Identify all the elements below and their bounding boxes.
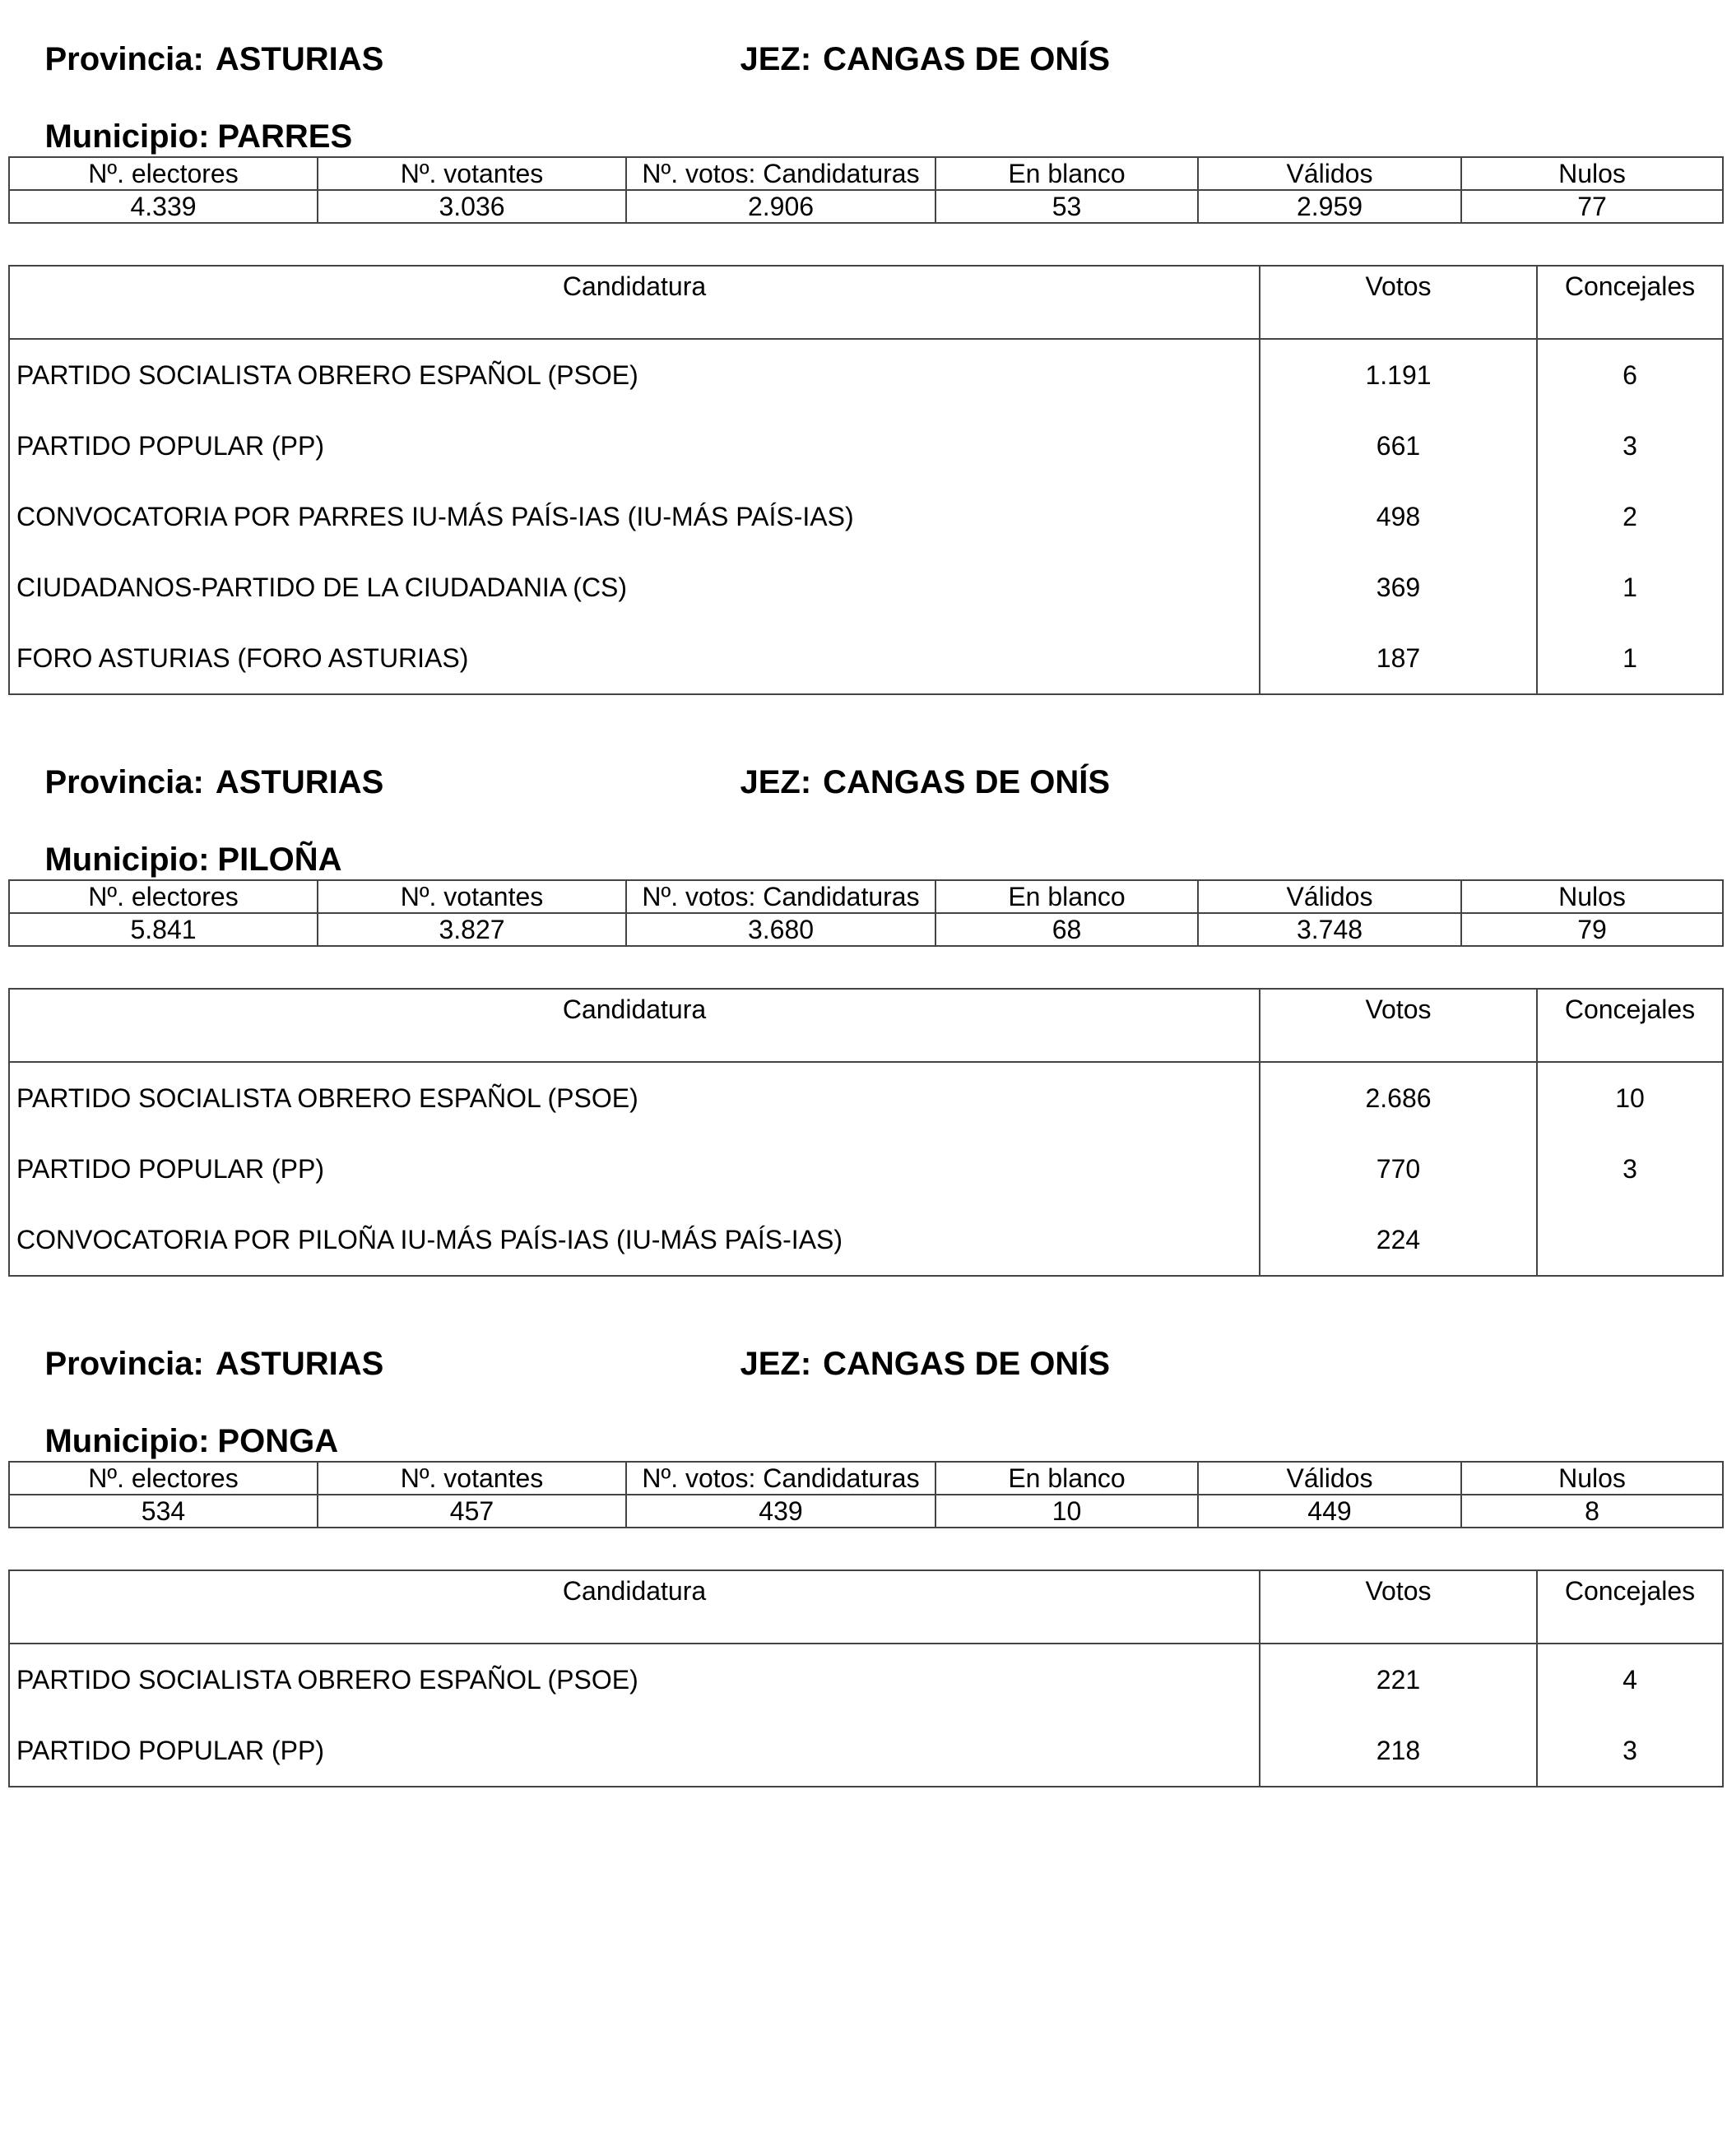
- cand-votos: 770: [1260, 1134, 1537, 1204]
- cand-concejales: 2: [1623, 501, 1637, 531]
- cand-votos: 2.686: [1260, 1062, 1537, 1134]
- cand-name: PARTIDO SOCIALISTA OBRERO ESPAÑOL (PSOE): [9, 339, 1260, 410]
- stats-value: 68: [935, 913, 1198, 946]
- stats-header-row: [9, 1462, 1723, 1495]
- cand-votos: 661: [1260, 410, 1537, 481]
- stats-value: 534: [9, 1495, 318, 1528]
- stats-header: Nº. votantes: [318, 880, 626, 913]
- stats-value: 5.841: [9, 913, 318, 946]
- stats-header: Nº. votos: Candidaturas: [626, 157, 935, 190]
- table-row: [9, 1134, 1723, 1204]
- stats-table: [8, 1461, 1724, 1528]
- stats-value: 2.959: [1198, 190, 1461, 223]
- table-row: [9, 1062, 1723, 1134]
- cand-header: Candidatura: [9, 266, 1260, 339]
- cand-header: Votos: [1260, 1570, 1537, 1644]
- cand-concejales: 3: [1623, 430, 1637, 461]
- cand-header: Candidatura: [9, 989, 1260, 1062]
- cand-votos: 221: [1260, 1644, 1537, 1715]
- cand-name: PARTIDO POPULAR (PP): [9, 1715, 1260, 1787]
- table-row: [9, 1715, 1723, 1787]
- municipio-value: PONGA: [217, 1423, 339, 1459]
- provincia-label: Provincia:: [44, 41, 204, 77]
- cand-header: Votos: [1260, 266, 1537, 339]
- cand-concejales: 1: [1623, 642, 1637, 673]
- cand-header: Concejales: [1537, 1570, 1723, 1644]
- stats-value: 457: [318, 1495, 626, 1528]
- stats-table: [8, 156, 1724, 224]
- stats-header: Válidos: [1198, 157, 1461, 190]
- table-row: [9, 552, 1723, 623]
- stats-value: 3.680: [626, 913, 935, 946]
- cand-header-row: [9, 989, 1723, 1062]
- table-row: [9, 1644, 1723, 1715]
- cand-name: PARTIDO SOCIALISTA OBRERO ESPAÑOL (PSOE): [9, 1644, 1260, 1715]
- cand-concejales: 6: [1623, 359, 1637, 390]
- cand-name: FORO ASTURIAS (FORO ASTURIAS): [9, 623, 1260, 694]
- cand-name: CONVOCATORIA POR PARRES IU-MÁS PAÍS-IAS (IU-MÁS PAÍS-IAS): [9, 481, 1260, 552]
- cand-name: PARTIDO POPULAR (PP): [9, 410, 1260, 481]
- stats-header-row: [9, 880, 1723, 913]
- candidaturas-table: [8, 1569, 1724, 1787]
- jez-value: CANGAS DE ONÍS: [823, 41, 1111, 77]
- cand-name: PARTIDO SOCIALISTA OBRERO ESPAÑOL (PSOE): [9, 1062, 1260, 1134]
- stats-value: 79: [1461, 913, 1723, 946]
- cand-header-row: [9, 1570, 1723, 1644]
- cand-header: Votos: [1260, 989, 1537, 1062]
- table-row: [9, 481, 1723, 552]
- stats-header: Nº. votos: Candidaturas: [626, 1462, 935, 1495]
- jez-label: JEZ:: [740, 1346, 812, 1382]
- jez-heading: [703, 1314, 1110, 1413]
- cand-votos: 187: [1260, 623, 1537, 694]
- stats-value-row: [9, 913, 1723, 946]
- cand-votos: 224: [1260, 1204, 1537, 1276]
- table-row: [9, 623, 1723, 694]
- stats-header: Nulos: [1461, 880, 1723, 913]
- stats-value: 2.906: [626, 190, 935, 223]
- stats-header: Válidos: [1198, 1462, 1461, 1495]
- stats-value: 449: [1198, 1495, 1461, 1528]
- cand-concejales: 10: [1615, 1083, 1645, 1113]
- municipio-value: PILOÑA: [217, 842, 342, 878]
- provincia-value: ASTURIAS: [215, 1346, 384, 1382]
- table-row: [9, 1204, 1723, 1276]
- stats-header: En blanco: [935, 1462, 1198, 1495]
- table-row: [9, 410, 1723, 481]
- provincia-value: ASTURIAS: [215, 41, 384, 77]
- jez-value: CANGAS DE ONÍS: [823, 1346, 1111, 1382]
- cand-header: Concejales: [1537, 266, 1723, 339]
- provincia-label: Provincia:: [44, 764, 204, 800]
- cand-concejales: 3: [1623, 1735, 1637, 1765]
- stats-header: En blanco: [935, 157, 1198, 190]
- stats-value: 77: [1461, 190, 1723, 223]
- jez-heading: [703, 733, 1110, 832]
- cand-header: Concejales: [1537, 989, 1723, 1062]
- stats-header: Nº. electores: [9, 1462, 318, 1495]
- jez-label: JEZ:: [740, 41, 812, 77]
- municipio-label: Municipio:: [44, 842, 210, 878]
- stats-value: 53: [935, 190, 1198, 223]
- provincia-value: ASTURIAS: [215, 764, 384, 800]
- cand-votos: 369: [1260, 552, 1537, 623]
- jez-label: JEZ:: [740, 764, 812, 800]
- stats-header: Nº. electores: [9, 157, 318, 190]
- stats-value-row: [9, 1495, 1723, 1528]
- cand-name: PARTIDO POPULAR (PP): [9, 1134, 1260, 1204]
- stats-header: Nº. electores: [9, 880, 318, 913]
- jez-heading: [703, 10, 1110, 109]
- stats-value: 4.339: [9, 190, 318, 223]
- stats-table: [8, 879, 1724, 947]
- cand-concejales: 1: [1623, 572, 1637, 602]
- stats-header: Nº. votos: Candidaturas: [626, 880, 935, 913]
- stats-value: 3.827: [318, 913, 626, 946]
- table-row: [9, 339, 1723, 410]
- municipio-label: Municipio:: [44, 1423, 210, 1459]
- stats-header: Nulos: [1461, 1462, 1723, 1495]
- cand-concejales: 4: [1623, 1664, 1637, 1695]
- cand-votos: 218: [1260, 1715, 1537, 1787]
- stats-header: Nº. votantes: [318, 1462, 626, 1495]
- stats-value: 3.036: [318, 190, 626, 223]
- municipio-label: Municipio:: [44, 118, 210, 155]
- stats-value: 439: [626, 1495, 935, 1528]
- cand-name: CIUDADANOS-PARTIDO DE LA CIUDADANIA (CS): [9, 552, 1260, 623]
- stats-header: En blanco: [935, 880, 1198, 913]
- cand-votos: 1.191: [1260, 339, 1537, 410]
- jez-value: CANGAS DE ONÍS: [823, 764, 1111, 800]
- stats-header-row: [9, 157, 1723, 190]
- cand-header: Candidatura: [9, 1570, 1260, 1644]
- stats-value: 10: [935, 1495, 1198, 1528]
- provincia-label: Provincia:: [44, 1346, 204, 1382]
- stats-value-row: [9, 190, 1723, 223]
- candidaturas-table: [8, 265, 1724, 695]
- stats-header: Nº. votantes: [318, 157, 626, 190]
- municipio-value: PARRES: [217, 118, 353, 155]
- cand-concejales: 3: [1623, 1153, 1637, 1184]
- cand-votos: 498: [1260, 481, 1537, 552]
- stats-header: Nulos: [1461, 157, 1723, 190]
- stats-value: 8: [1461, 1495, 1723, 1528]
- cand-header-row: [9, 266, 1723, 339]
- stats-header: Válidos: [1198, 880, 1461, 913]
- cand-concejales: [1537, 1204, 1723, 1276]
- cand-name: CONVOCATORIA POR PILOÑA IU-MÁS PAÍS-IAS (IU-MÁS PAÍS-IAS): [9, 1204, 1260, 1276]
- candidaturas-table: [8, 988, 1724, 1277]
- stats-value: 3.748: [1198, 913, 1461, 946]
